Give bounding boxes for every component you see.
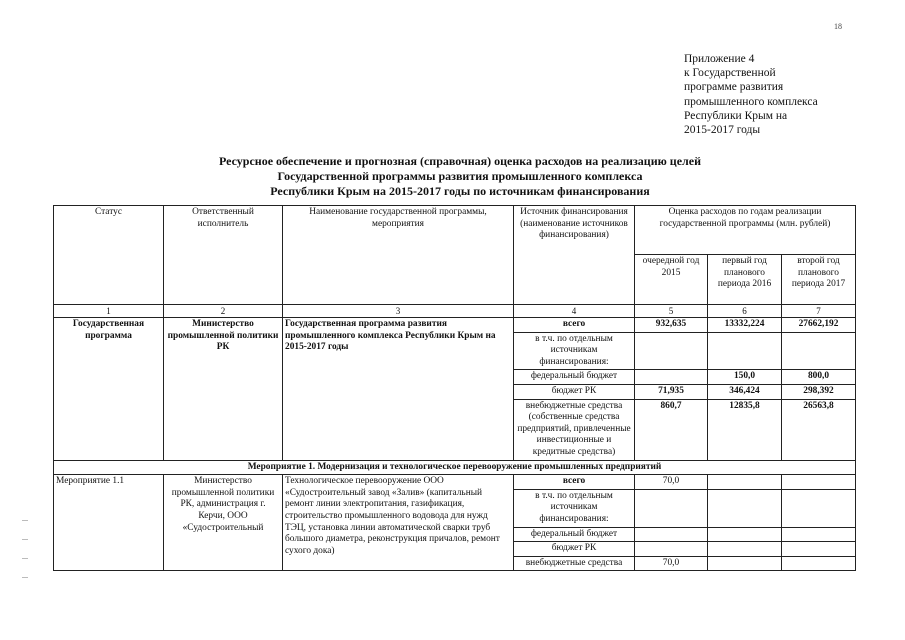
- appendix-line: 2015-2017 годы: [684, 124, 761, 137]
- source-cell: бюджет РК: [514, 384, 635, 399]
- value-2017: [782, 527, 856, 542]
- column-number: 5: [635, 305, 708, 318]
- table-row: [54, 475, 856, 490]
- value-2016: [708, 332, 782, 370]
- measure-executor: Министерство промышленной политики РК, администрация г. Керчи, ООО «Судостроительный: [164, 475, 283, 571]
- header-estimate: Оценка расходов по годам реализации государственной программы (млн. рублей): [635, 206, 856, 255]
- table-row: [54, 318, 856, 333]
- source-cell: федеральный бюджет: [514, 370, 635, 385]
- source-cell: внебюджетные средства: [514, 556, 635, 571]
- value-2015: 860,7: [635, 399, 708, 460]
- margin-mark: [22, 558, 28, 559]
- funding-table: [53, 205, 856, 571]
- title-line: Государственной программы развития промышленного комплекса: [277, 169, 643, 183]
- column-number: 2: [164, 305, 283, 318]
- title-line: Республики Крым на 2015-2017 годы по источникам финансирования: [270, 184, 650, 198]
- header-year-2016: первый год планового периода 2016: [708, 255, 782, 305]
- source-cell: в т.ч. по отдельным источникам финансирования:: [514, 332, 635, 370]
- value-2016: [708, 527, 782, 542]
- title-line: Ресурсное обеспечение и прогнозная (справочная) оценка расходов на реализацию целей: [218, 154, 702, 168]
- value-2017: [782, 332, 856, 370]
- value-2016: [708, 556, 782, 571]
- value-2016: [708, 475, 782, 490]
- value-2015: 932,635: [635, 318, 708, 333]
- header-name: Наименование государственной программы, мероприятия: [283, 206, 514, 305]
- column-number: 1: [54, 305, 164, 318]
- header-year-2017: второй год планового периода 2017: [782, 255, 856, 305]
- column-number: 4: [514, 305, 635, 318]
- column-number: 7: [782, 305, 856, 318]
- value-2016: 346,424: [708, 384, 782, 399]
- appendix-line: к Государственной: [684, 67, 776, 80]
- value-2017: [782, 556, 856, 571]
- value-2015: [635, 542, 708, 557]
- source-cell: всего: [514, 475, 635, 490]
- appendix-line: промышленного комплекса: [684, 95, 818, 108]
- measure-status: Мероприятие 1.1: [54, 475, 164, 571]
- value-2017: 298,392: [782, 384, 856, 399]
- source-cell: всего: [514, 318, 635, 333]
- source-cell: в т.ч. по отдельным источникам финансирования:: [514, 489, 635, 527]
- section-row: [54, 460, 856, 475]
- value-2015: 70,0: [635, 475, 708, 490]
- value-2016: [708, 489, 782, 527]
- value-2015: [635, 527, 708, 542]
- document-title: [150, 154, 770, 199]
- column-number: 3: [283, 305, 514, 318]
- value-2015: [635, 370, 708, 385]
- header-executor: Ответственный исполнитель: [164, 206, 283, 305]
- margin-mark: [22, 577, 28, 578]
- measure-name: Технологическое перевооружение ООО «Судостроительный завод «Залив» (капитальный ремонт линии электропитания, газификация, строительство промышленного водовода для нужд ТЭЦ, установка линии автоматической сварки труб большого диаметра, реконструкция причалов, ремонт сухого дока): [283, 475, 514, 571]
- value-2016: 12835,8: [708, 399, 782, 460]
- value-2015: 70,0: [635, 556, 708, 571]
- source-cell: внебюджетные средства (собственные средства предприятий, привлеченные инвестиционные и кредитные средства): [514, 399, 635, 460]
- header-source: Источник финансирования (наименование источников финансирования): [514, 206, 635, 305]
- margin-mark: [22, 539, 28, 540]
- appendix-line: Приложение 4: [684, 53, 755, 65]
- value-2017: 27662,192: [782, 318, 856, 333]
- value-2015: [635, 332, 708, 370]
- value-2016: 13332,224: [708, 318, 782, 333]
- value-2017: 800,0: [782, 370, 856, 385]
- value-2017: [782, 542, 856, 557]
- source-cell: федеральный бюджет: [514, 527, 635, 542]
- value-2015: [635, 489, 708, 527]
- value-2017: [782, 489, 856, 527]
- column-number: 6: [708, 305, 782, 318]
- appendix-note: [684, 52, 818, 137]
- margin-mark: [22, 520, 28, 521]
- program-executor: Министерство промышленной политики РК: [164, 318, 283, 461]
- source-cell: бюджет РК: [514, 542, 635, 557]
- program-name: Государственная программа развития промышленного комплекса Республики Крым на 2015-2017 годы: [283, 318, 514, 461]
- value-2017: 26563,8: [782, 399, 856, 460]
- section-title: Мероприятие 1. Модернизация и технологическое перевооружение промышленных предприятий: [54, 460, 856, 475]
- program-status: Государственная программа: [54, 318, 164, 461]
- appendix-line: программе развития: [684, 81, 784, 94]
- header-year-2015: очередной год 2015: [635, 255, 708, 305]
- value-2016: [708, 542, 782, 557]
- appendix-line: Республики Крым на: [684, 109, 788, 122]
- value-2016: 150,0: [708, 370, 782, 385]
- scan-margin-marks: [22, 520, 28, 600]
- header-status: Статус: [54, 206, 164, 305]
- page-number: 18: [834, 22, 842, 31]
- value-2017: [782, 475, 856, 490]
- value-2015: 71,935: [635, 384, 708, 399]
